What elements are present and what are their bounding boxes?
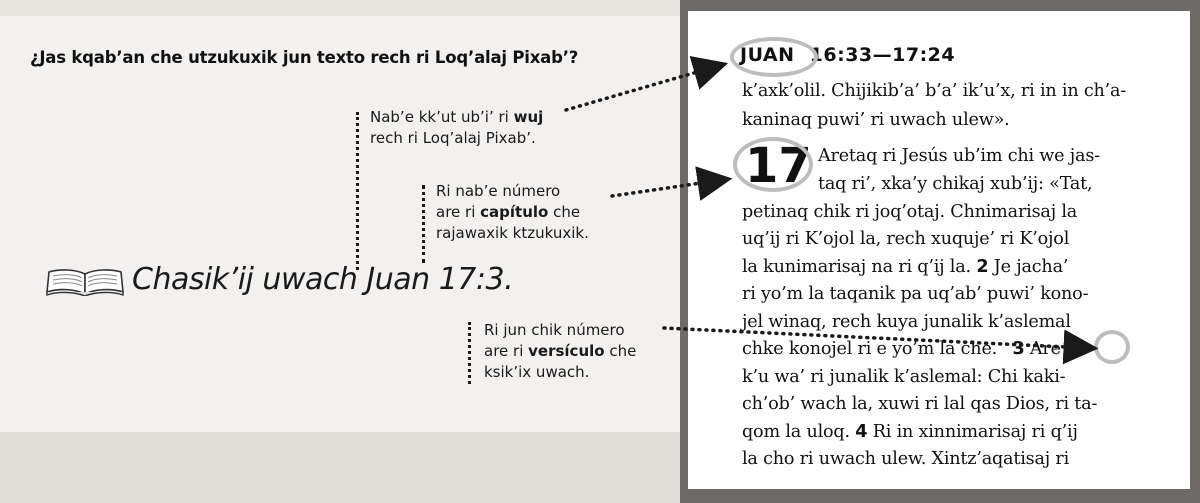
header-book: JUAN xyxy=(740,44,795,66)
text-line-11: k’u wa’ ri junalik k’aslemal: Chi kaki- xyxy=(742,367,1066,387)
verse-callout-line-1: Ri jun chik número xyxy=(484,321,625,339)
header-range: 16:33—17:24 xyxy=(809,44,956,66)
verse-callout-line-2: are ri versículo che xyxy=(484,342,637,360)
text-line-13-cont: Ri in xinnimarisaj ri q’ij xyxy=(872,422,1078,442)
text-line-2: kaninaq puwi’ ri uwach ulew». xyxy=(742,110,1010,130)
verse-number-2: 2 xyxy=(976,257,989,277)
book-callout-line-2: rech ri Loq’alaj Pixab’. xyxy=(370,129,536,147)
text-line-10-cont: Are xyxy=(1029,339,1061,359)
verse-number-3: 3 xyxy=(1012,339,1025,359)
verse-arrow xyxy=(664,328,1088,348)
question-heading: ¿Jas kqab’an che utzukuxik jun texto rech ri Loq’alaj Pixab’? xyxy=(30,48,579,67)
text-line-3: Aretaq ri Jesús ub’im chi we jas- xyxy=(818,146,1100,166)
text-line-14: la cho ri uwach ulew. Xintz’aqatisaj ri xyxy=(742,449,1070,469)
text-line-7-text: la kunimarisaj na ri q’ij la. xyxy=(742,257,971,277)
book-callout-line-1: Nab’e kk’ut ub’i’ ri wuj xyxy=(370,108,544,126)
text-line-5: petinaq chik ri joq’otaj. Chnimarisaj la xyxy=(742,202,1078,222)
text-line-12: ch’ob’ wach la, xuwi ri lal qas Dios, ri ta- xyxy=(742,394,1098,414)
text-line-10-text: chke konojel ri e yo’m la che. xyxy=(742,339,998,359)
chapter-callout-line-1: Ri nab’e número xyxy=(436,182,561,200)
text-line-9: jel winaq, rech kuya junalik k’aslemal xyxy=(742,312,1071,332)
text-line-13-text: qom la uloq. xyxy=(742,422,850,442)
verse-callout-line-3: ksik’ix uwach. xyxy=(484,363,590,381)
book-arrow xyxy=(566,66,718,110)
chapter-callout-line-3: rajawaxik ktzukuxik. xyxy=(436,224,589,242)
text-line-8: ri yo’m la taqanik pa uq’ab’ puwi’ kono- xyxy=(742,284,1089,304)
text-line-4: taq ri’, xka’y chikaj xub’ij: «Tat, xyxy=(818,174,1093,194)
text-line-6: uq’ij ri K’ojol la, rech xuquje’ ri K’ojol xyxy=(742,229,1070,249)
scripture-reference: Chasik’ij uwach Juan 17:3. xyxy=(132,262,514,297)
chapter-number: 17 xyxy=(745,138,812,194)
text-line-7-cont: Je jacha’ xyxy=(993,257,1069,277)
chapter-arrow xyxy=(612,180,722,196)
text-line-1: k’axk’olil. Chijikib’a’ b’a’ ik’u’x, ri in in ch’a- xyxy=(742,81,1127,101)
chapter-callout-line-2: are ri capítulo che xyxy=(436,203,581,221)
verse-number-4: 4 xyxy=(855,422,868,442)
